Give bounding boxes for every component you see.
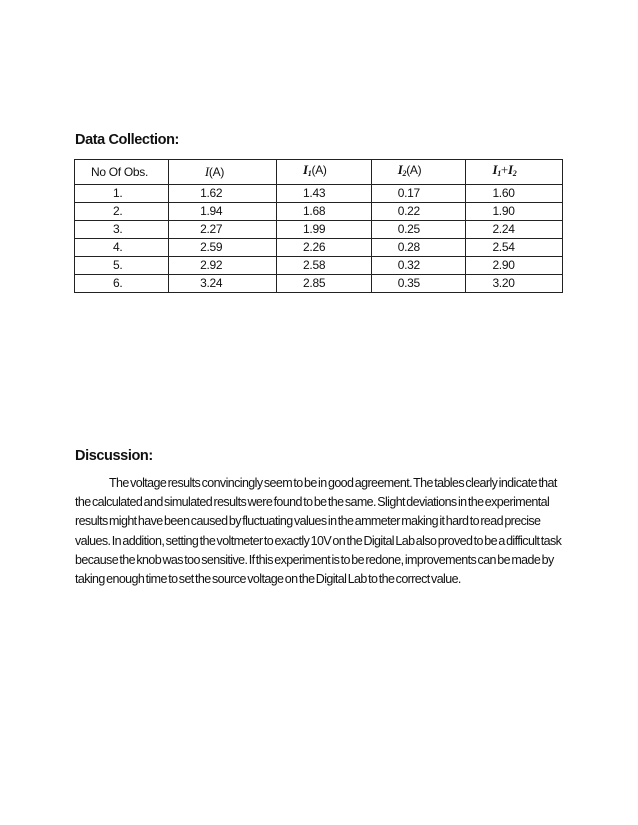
cell-obs-number: 1. — [75, 185, 169, 203]
cell-obs-number: 5. — [75, 257, 169, 275]
discussion-paragraph: The voltage results convincingly seem to be in good agreement. The tables clearly indicate that the calculated and simulated results were found to be the same. Slight deviations in the experimental results might have been caused by fluctuating values in the ammeter making it hard to read precise values. In addition, setting the voltmeter to exactly 10V on the Digital Lab also proved to be a difficult task because the knob was too sensitive. If this experiment is to be redone, improvements can be made by taking enough time to set the source voltage on the Digital Lab to the correct value. — [75, 476, 562, 587]
header-no-of-obs: No Of Obs. — [75, 160, 169, 185]
header-sum-subscript-b: 2 — [512, 169, 517, 178]
cell-current-i2: 0.22 — [371, 203, 466, 221]
table-row — [75, 185, 563, 203]
cell-sum-i1-i2: 1.90 — [466, 203, 563, 221]
cell-sum-i1-i2: 2.90 — [466, 257, 563, 275]
header-sum-i1-i2 — [466, 160, 563, 185]
header-sum-plus: + — [500, 162, 508, 177]
cell-current-i1: 2.26 — [277, 239, 372, 257]
cell-obs-number: 4. — [75, 239, 169, 257]
header-i2-symbol — [398, 162, 406, 177]
cell-current-i: 1.62 — [169, 185, 277, 203]
table-row — [75, 221, 563, 239]
cell-sum-i1-i2: 3.20 — [466, 275, 563, 293]
cell-obs-number: 6. — [75, 275, 169, 293]
cell-current-i1: 1.68 — [277, 203, 372, 221]
cell-current-i2: 0.17 — [371, 185, 466, 203]
header-i1-unit: (A) — [311, 163, 327, 177]
cell-current-i1: 1.99 — [277, 221, 372, 239]
cell-current-i: 2.92 — [169, 257, 277, 275]
header-sum-subscript-a: 1 — [497, 169, 501, 178]
table-header-row — [75, 160, 563, 185]
cell-sum-i1-i2: 1.60 — [466, 185, 563, 203]
header-i1-subscript: 1 — [307, 169, 312, 178]
discussion-heading: Discussion: — [75, 448, 153, 464]
cell-current-i: 1.94 — [169, 203, 277, 221]
cell-obs-number: 3. — [75, 221, 169, 239]
header-current-i1 — [277, 160, 372, 185]
cell-current-i1: 2.85 — [277, 275, 372, 293]
cell-current-i2: 0.32 — [371, 257, 466, 275]
header-i1-symbol — [303, 162, 311, 177]
header-i2-subscript: 2 — [402, 169, 407, 178]
cell-current-i1: 1.43 — [277, 185, 372, 203]
cell-obs-number: 2. — [75, 203, 169, 221]
observations-table — [74, 159, 563, 293]
table-row — [75, 275, 563, 293]
header-i2-letter: I — [397, 162, 403, 177]
cell-current-i2: 0.25 — [371, 221, 466, 239]
header-i2-unit: (A) — [406, 163, 422, 177]
cell-current-i: 2.59 — [169, 239, 277, 257]
data-collection-heading: Data Collection: — [75, 132, 179, 148]
header-current-i2 — [371, 160, 466, 185]
cell-sum-i1-i2: 2.24 — [466, 221, 563, 239]
cell-current-i1: 2.58 — [277, 257, 372, 275]
cell-current-i2: 0.35 — [371, 275, 466, 293]
cell-sum-i1-i2: 2.54 — [466, 239, 563, 257]
header-i1-letter: I — [303, 162, 308, 177]
header-current-i — [169, 160, 277, 185]
cell-current-i: 3.24 — [169, 275, 277, 293]
header-i-unit: (A) — [208, 165, 225, 179]
header-sum-symbol — [492, 162, 516, 177]
table-row — [75, 203, 563, 221]
header-sum-letter-a: I — [492, 162, 498, 177]
cell-current-i: 2.27 — [169, 221, 277, 239]
header-i-symbol: I — [204, 164, 209, 179]
header-sum-letter-b: I — [507, 162, 513, 177]
table-row — [75, 257, 563, 275]
table-row — [75, 239, 563, 257]
cell-current-i2: 0.28 — [371, 239, 466, 257]
